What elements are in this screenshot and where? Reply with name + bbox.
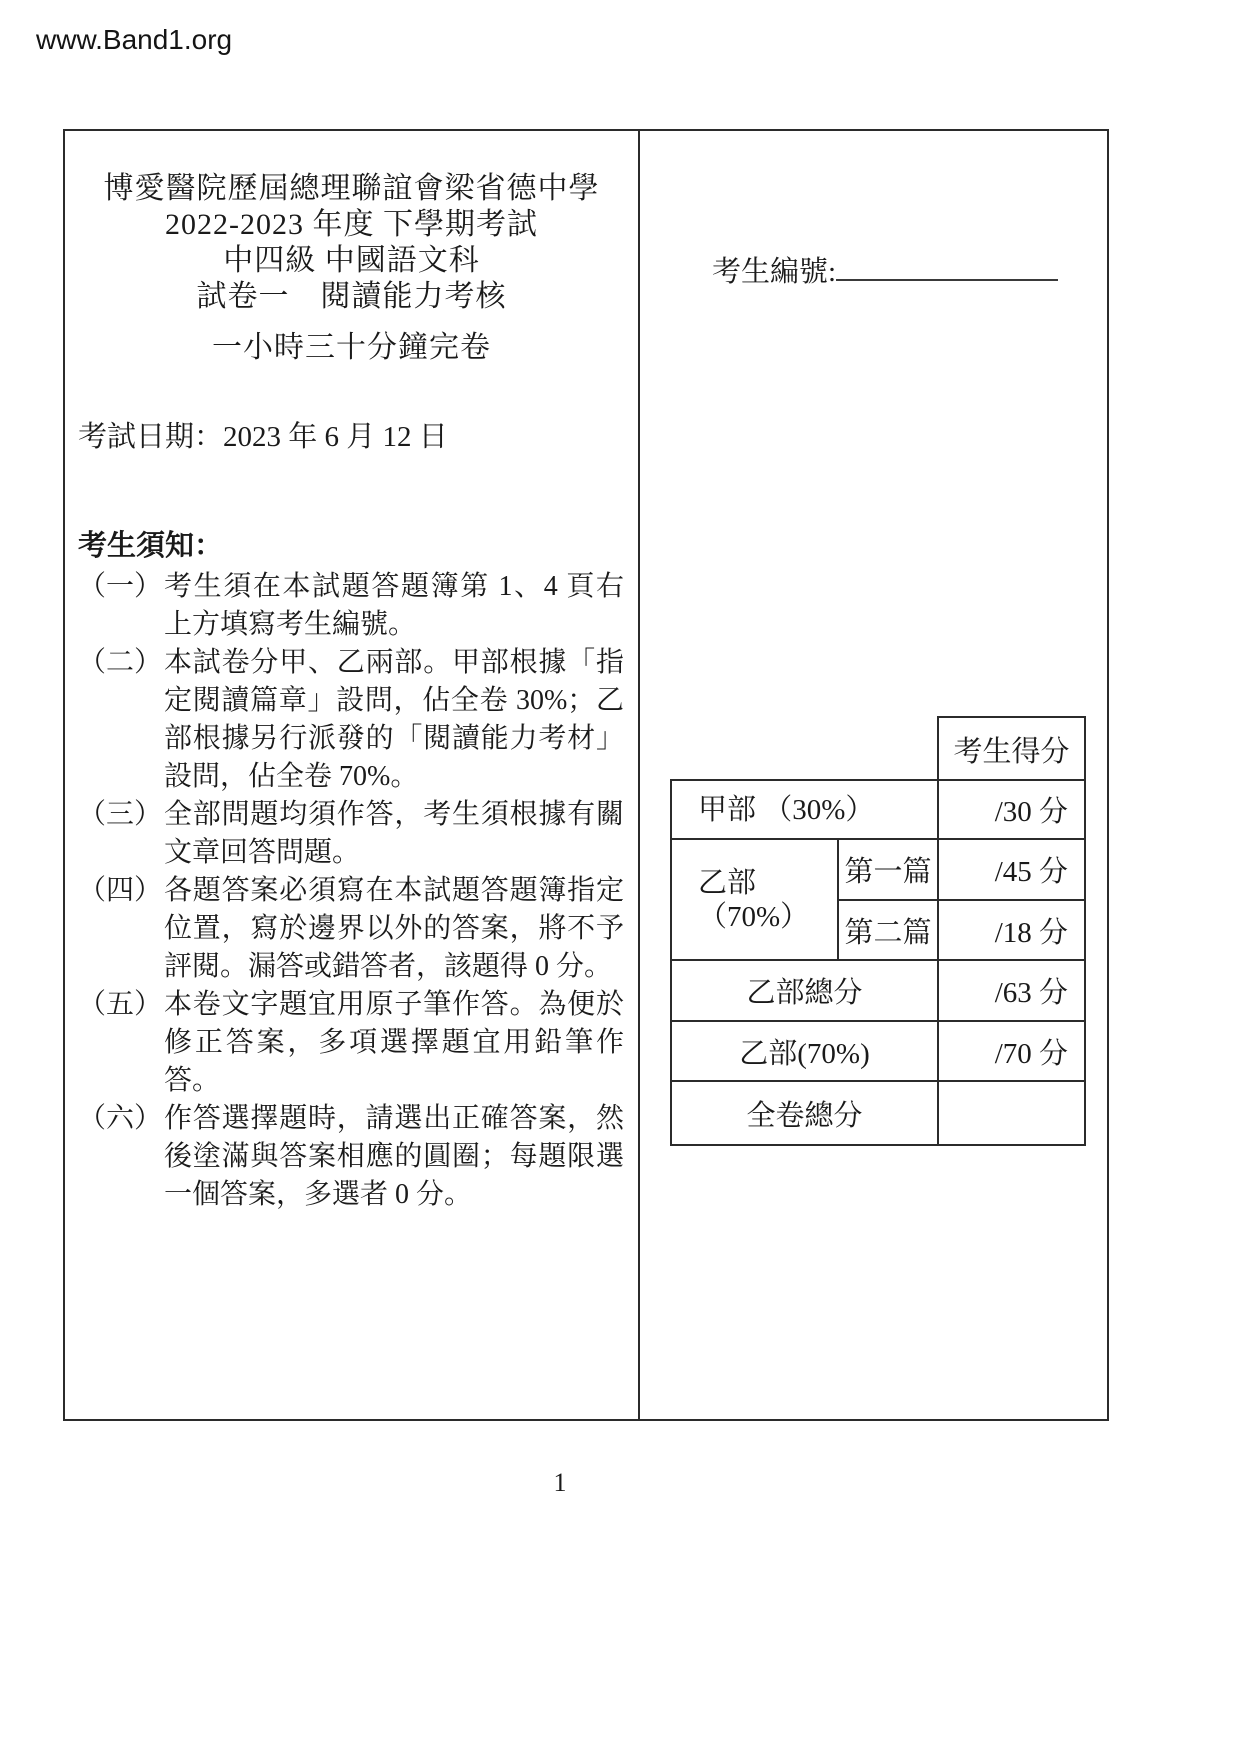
instruction-number: （三） (78, 799, 163, 830)
exam-title-block (65, 171, 638, 366)
class-subject-line: 中四級 中國語文科 (223, 244, 480, 277)
score-row-part-a (671, 780, 1085, 839)
school-name: 博愛醫院歷屆總理聯誼會梁省德中學 (103, 172, 600, 205)
score-row-part-b-total (671, 960, 1085, 1021)
part-a-label-cell: 甲部 （30%） (671, 780, 938, 839)
grand-total-label-cell: 全卷總分 (671, 1081, 938, 1145)
instruction-text: 全部問題均須作答，考生須根據有關文章回答問題。 (164, 799, 624, 868)
instruction-number: （五） (78, 989, 163, 1020)
instruction-item (78, 1100, 628, 1214)
score-row-part-b-weighted (671, 1021, 1085, 1081)
part-b-total-score-cell: /63 分 (938, 960, 1085, 1021)
year-term-line: 2022-2023 年度 下學期考試 (165, 208, 538, 241)
part-b-label-line1: 乙部 (698, 866, 757, 899)
score-row-passage-1 (671, 839, 1085, 900)
part-b-label-line2: （70%） (698, 900, 810, 933)
part-b-total-label-cell: 乙部總分 (671, 960, 938, 1021)
left-column (65, 131, 638, 1419)
part-a-score-cell: /30 分 (938, 780, 1085, 839)
candidate-number-label: 考生編號: (712, 256, 837, 288)
score-table-header-cell: 考生得分 (937, 716, 1086, 781)
instruction-text: 作答選擇題時，請選出正確答案，然後塗滿與答案相應的圓圈；每題限選一個答案，多選者 0 分。 (164, 1103, 624, 1210)
candidate-instructions (78, 523, 628, 1214)
instruction-item (78, 644, 628, 796)
instruction-number: （四） (78, 875, 163, 906)
part-b-weighted-label-cell: 乙部(70%) (671, 1021, 938, 1081)
instruction-item (78, 872, 628, 986)
instructions-heading: 考生須知： (78, 530, 224, 562)
instruction-item (78, 568, 628, 644)
site-watermark: www.Band1.org (36, 24, 233, 55)
instruction-item (78, 796, 628, 872)
instruction-item (78, 986, 628, 1100)
page-number: 1 (553, 1468, 567, 1497)
instruction-text: 各題答案必須寫在本試題答題簿指定位置，寫於邊界以外的答案，將不予評閱。漏答或錯答者，該題得 0 分。 (164, 875, 624, 982)
cover-page-frame (63, 129, 1109, 1421)
score-table (670, 779, 1086, 1146)
passage-2-label-cell: 第二篇 (838, 900, 938, 960)
exam-date-line: 考試日期：2023 年 6 月 12 日 (78, 421, 448, 453)
instruction-text: 考生須在本試題答題簿第 1、4 頁右上方填寫考生編號。 (164, 571, 624, 640)
passage-2-score-cell: /18 分 (938, 900, 1085, 960)
right-column (638, 131, 1107, 1419)
instruction-number: （一） (78, 571, 163, 602)
instruction-number: （二） (78, 647, 163, 678)
candidate-number-row (712, 249, 1058, 290)
instruction-text: 本卷文字題宜用原子筆作答。為便於修正答案，多項選擇題宜用鉛筆作答。 (164, 989, 624, 1096)
duration-line: 一小時三十分鐘完卷 (212, 331, 491, 364)
instruction-number: （六） (78, 1103, 163, 1134)
grand-total-score-cell (938, 1081, 1085, 1145)
instruction-text: 本試卷分甲、乙兩部。甲部根據「指定閱讀篇章」設問，佔全卷 30%；乙部根據另行派發的「閱讀能力考材」設問，佔全卷 70%。 (164, 647, 624, 792)
candidate-number-field (836, 251, 1058, 281)
passage-1-score-cell: /45 分 (938, 839, 1085, 900)
passage-1-label-cell: 第一篇 (838, 839, 938, 900)
part-b-weighted-score-cell: /70 分 (938, 1021, 1085, 1081)
score-row-grand-total (671, 1081, 1085, 1145)
paper-title-line: 試卷一 閱讀能力考核 (196, 280, 507, 313)
part-b-label-cell (671, 839, 838, 960)
